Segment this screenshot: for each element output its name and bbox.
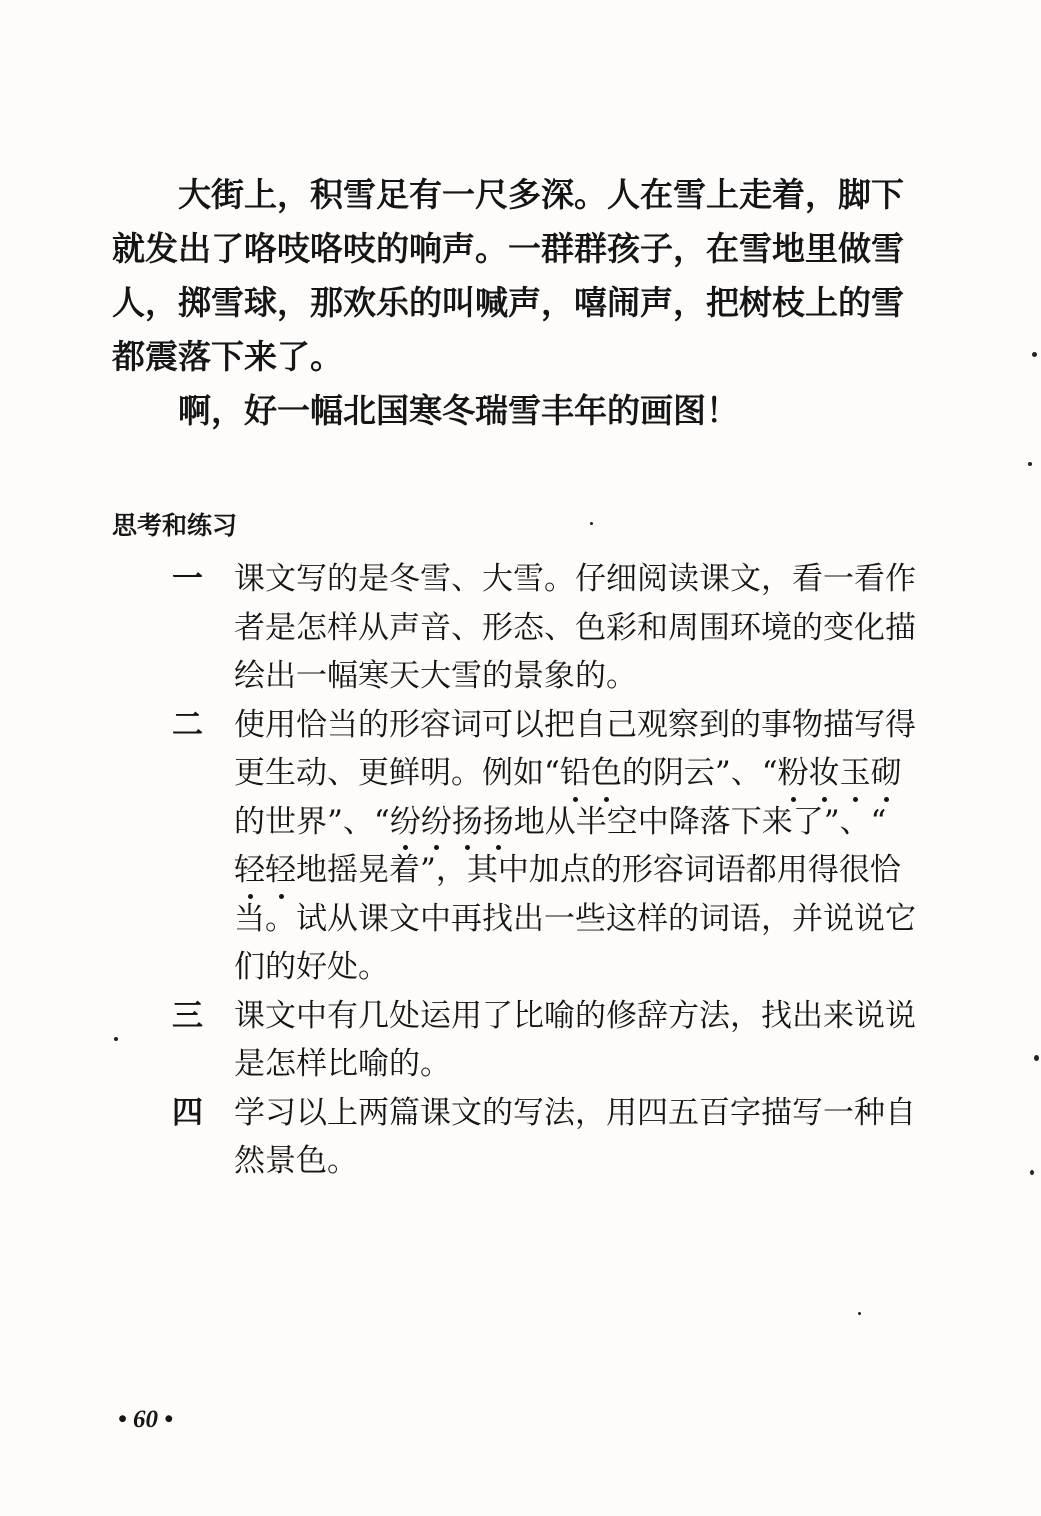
paragraph-2: 啊，好一幅北国寒冬瑞雪丰年的画图！ <box>178 391 739 430</box>
emphasis-dot-char: 纷 <box>421 798 452 847</box>
exercise-list <box>172 555 917 1186</box>
body-text <box>112 168 912 438</box>
scan-speck <box>1034 1055 1039 1061</box>
emphasis-dot-char: 砌 <box>871 749 902 798</box>
dotted-word <box>560 755 622 791</box>
emphasis-dot-char: 铅 <box>560 749 591 798</box>
dotted-word <box>234 852 296 888</box>
exercise-text <box>234 701 917 992</box>
scan-speck <box>1028 462 1032 466</box>
emphasis-dot-char: 玉 <box>840 749 871 798</box>
scan-speck <box>858 1312 861 1315</box>
section-heading: 思考和练习 <box>112 511 238 540</box>
scan-speck <box>1030 1170 1034 1175</box>
emphasis-dot-char: 色 <box>591 749 622 798</box>
exercise-text-segment: 的世界”、“ <box>234 803 390 840</box>
dotted-word <box>390 804 514 840</box>
emphasis-dot-char: 纷 <box>390 798 421 847</box>
exercise-item <box>172 1089 917 1186</box>
scan-speck <box>1032 352 1037 357</box>
emphasis-dot-char: 轻 <box>265 846 296 895</box>
emphasis-dot-char: 扬 <box>483 798 514 847</box>
exercise-text: 课文写的是冬雪、大雪。仔细阅读课文，看一看作者是怎样从声音、形态、色彩和周围环境的变化描绘出一幅寒天大雪的景象的。 <box>234 561 916 694</box>
scan-speck <box>590 522 593 525</box>
exercise-text: 学习以上两篇课文的写法，用四五百字描写一种自然景色。 <box>234 1094 916 1179</box>
emphasis-dot-char: 扬 <box>452 798 483 847</box>
exercise-item <box>172 555 917 701</box>
exercise-text-segment: 地摇晃着”，其中加点的形容词语都用得很恰当。试从课文中再找出一些这样的词语，并说说它们的好处。 <box>234 852 916 985</box>
exercise-text-segment: 地从半空中降落下来了”、“ <box>513 803 887 840</box>
emphasis-dot-char: 妆 <box>809 749 840 798</box>
exercise-item <box>172 992 917 1089</box>
page-number: • 60 • <box>118 1406 174 1433</box>
exercise-number: 二 <box>172 706 203 743</box>
emphasis-dot-char: 轻 <box>234 846 265 895</box>
dotted-word <box>778 755 902 791</box>
exercise-number: 一 <box>172 561 203 597</box>
exercise-number: 三 <box>172 997 203 1034</box>
scan-speck <box>114 1037 118 1041</box>
exercise-number: 四 <box>172 1094 203 1131</box>
exercise-text-segment: 的阴云”、“ <box>621 755 778 791</box>
exercise-item <box>172 701 917 992</box>
exercise-text: 课文中有几处运用了比喻的修辞方法，找出来说说是怎样比喻的。 <box>234 997 916 1082</box>
paragraph-1: 大街上，积雪足有一尺多深。人在雪上走着，脚下就发出了咯吱咯吱的响声。一群群孩子，在雪地里做雪人，掷雪球，那欢乐的叫喊声，嘻闹声，把树枝上的雪都震落下来了。 <box>112 175 904 376</box>
exercise-text-segment: 使用恰当的形容词可以把自己观察到的事物描写得更生动、更鲜明。例如“ <box>234 706 916 791</box>
emphasis-dot-char: 粉 <box>778 749 809 798</box>
